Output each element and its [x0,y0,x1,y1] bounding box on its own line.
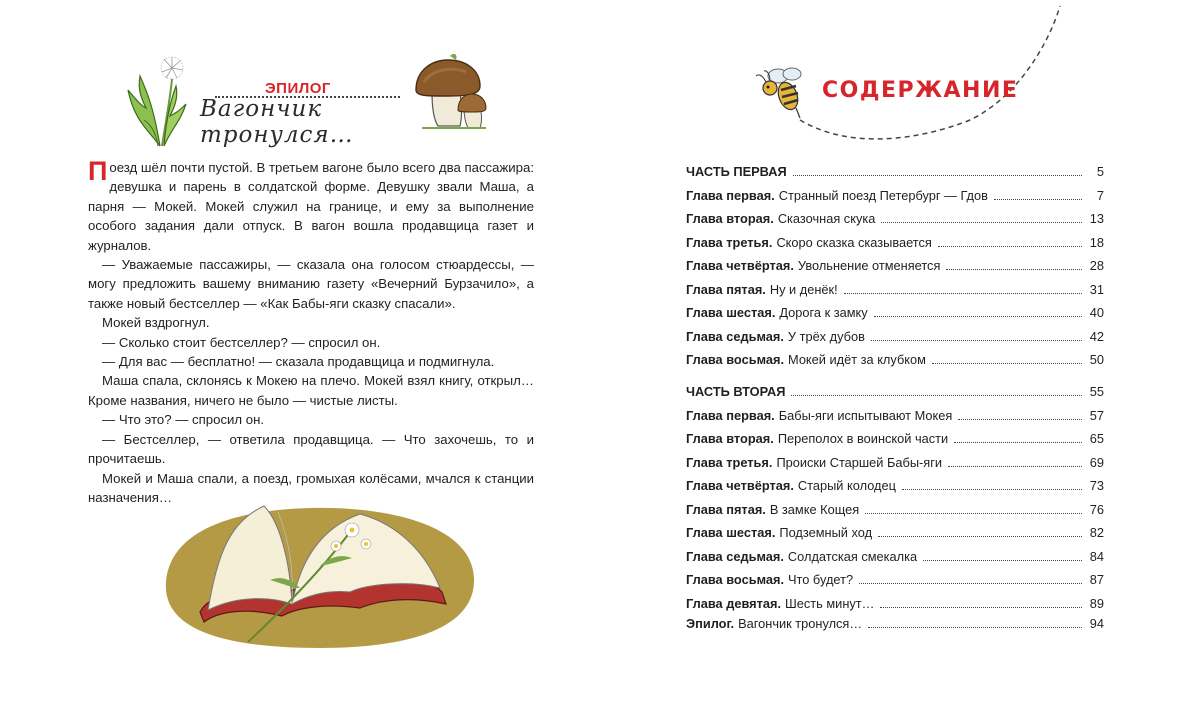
toc-leader-dots [844,293,1082,294]
toc-entry: Глава четвёртая. Старый колодец 73 [686,478,1104,493]
toc-leader-dots [793,175,1082,176]
dashed-flight-path [760,0,1200,150]
toc-leader-dots [874,316,1082,317]
toc-page-number: 42 [1089,328,1104,344]
toc-entry: Глава девятая. Шесть минут… 89 [686,595,1104,611]
toc-entry: Глава третья. Скоро сказка сказывается 18 [686,234,1104,250]
toc-leader-dots [958,419,1082,420]
toc-page-number: 69 [1089,454,1104,470]
toc-leader-dots [948,466,1082,467]
toc-entry: Глава первая. Бабы-яги испытывают Мокея 57 [686,407,1104,423]
drop-cap: П [88,156,108,186]
toc-entry: Глава вторая. Сказочная скука 13 [686,211,1104,226]
toc-leader-dots [871,340,1082,341]
toc-part-title: ЧАСТЬ ПЕРВАЯ [686,164,787,179]
toc-entry: Глава пятая. В замке Кощея 76 [686,501,1104,517]
epilog-label: ЭПИЛОГ [265,80,331,97]
toc-page-number: 87 [1089,572,1104,587]
toc-page-number: 55 [1089,384,1104,399]
toc-leader-dots [868,627,1082,628]
toc-leader-dots [880,607,1082,608]
toc-leader-dots [994,199,1082,200]
paragraph-4: — Сколько стоит бестселлер? — спросил он. [102,334,381,350]
toc-page-number: 89 [1089,595,1104,611]
toc-page-number: 82 [1089,525,1104,540]
toc-leader-dots [878,536,1082,537]
toc-page-number: 40 [1089,305,1104,320]
paragraph-1: Поезд шёл почти пустой. В третьем вагоне было всего два пассажира: девушка и парень в солдатской форме. Девушку звали Маша, а парня — Мокей. Мокей служил на границе, и ему за выполнение особого задания дали отпуск. В вагон вошла продавщица газет и журналов. [88,156,534,253]
open-book-illustration [160,492,480,652]
toc-page-number: 7 [1096,187,1104,203]
toc-leader-dots [946,269,1082,270]
toc-entry: Глава шестая. Подземный ход 82 [686,525,1104,540]
paragraph-5: — Для вас — бесплатно! — сказала продавщица и подмигнула. [102,354,495,370]
toc-part-2 [686,384,1104,619]
contents-title: СОДЕРЖАНИЕ [822,78,1019,103]
paragraph-3: Мокей вздрогнул. [102,315,210,331]
epilog-title: Вагончик тронулся… [200,96,354,148]
toc-page-number: 13 [1089,211,1104,226]
toc-leader-dots [859,583,1082,584]
toc-page-number: 28 [1089,258,1104,273]
toc-part-heading [686,164,1104,188]
toc-entry: Глава третья. Происки Старшей Бабы-яги 69 [686,454,1104,470]
toc-leader-dots [932,363,1082,364]
paragraph-6: Маша спала, склонясь к Мокею на плечо. Мокей взял книгу, открыл… Кроме названия, ничего не было — чистые листы. [88,373,534,408]
paragraph-7: — Что это? — спросил он. [102,412,265,428]
toc-entry: Глава шестая. Дорога к замку 40 [686,305,1104,320]
toc-entry: Глава седьмая. Солдатская смекалка 84 [686,548,1104,564]
toc-entry: Глава восьмая. Что будет? 87 [686,572,1104,587]
toc-entry: Глава седьмая. У трёх дубов 42 [686,328,1104,344]
epilog-body-text [88,158,534,507]
dandelion-illustration [120,50,200,150]
paragraph-9: Мокей и Маша спали, а поезд, громыхая колёсами, мчался к станции назначения… [88,470,534,505]
toc-leader-dots [923,560,1082,561]
toc-entry: Глава четвёртая. Увольнение отменяется 28 [686,258,1104,273]
toc-page-number: 57 [1089,407,1104,423]
mushroom-illustration [410,52,490,132]
toc-page-number: 94 [1089,616,1104,631]
toc-page-number: 76 [1089,501,1104,517]
toc-part-title: ЧАСТЬ ВТОРАЯ [686,384,786,399]
toc-leader-dots [791,395,1082,396]
toc-epilog [686,616,1104,640]
toc-page-number: 5 [1096,164,1104,179]
toc-entry: Эпилог. Вагончик тронулся… 94 [686,616,1104,631]
toc-leader-dots [865,513,1082,514]
bee-illustration [748,62,818,122]
toc-leader-dots [938,246,1082,247]
toc-page-number: 73 [1089,478,1104,493]
toc-entry: Глава вторая. Переполох в воинской части 65 [686,431,1104,446]
paragraph-2: — Уважаемые пассажиры, — сказала она голосом стюардессы, — могу предложить вашему вниманию газету «Вечерний Бурзачило», а также новый бестселлер — «Как Бабы-яги сказку спасали». [88,257,534,311]
toc-page-number: 84 [1089,548,1104,564]
toc-part-1 [686,164,1104,376]
toc-entry: Глава первая. Странный поезд Петербург — Гдов 7 [686,187,1104,203]
toc-part-heading [686,384,1104,408]
toc-leader-dots [881,222,1082,223]
toc-page-number: 18 [1089,234,1104,250]
toc-page-number: 31 [1089,281,1104,297]
toc-page-number: 65 [1089,431,1104,446]
toc-page-number: 50 [1089,352,1104,367]
toc-entry: Глава пятая. Ну и денёк! 31 [686,281,1104,297]
paragraph-8: — Бестселлер, — ответила продавщица. — Что захочешь, то и прочитаешь. [88,431,534,467]
toc-entry: Глава восьмая. Мокей идёт за клубком 50 [686,352,1104,367]
toc-leader-dots [954,442,1082,443]
toc-leader-dots [902,489,1082,490]
